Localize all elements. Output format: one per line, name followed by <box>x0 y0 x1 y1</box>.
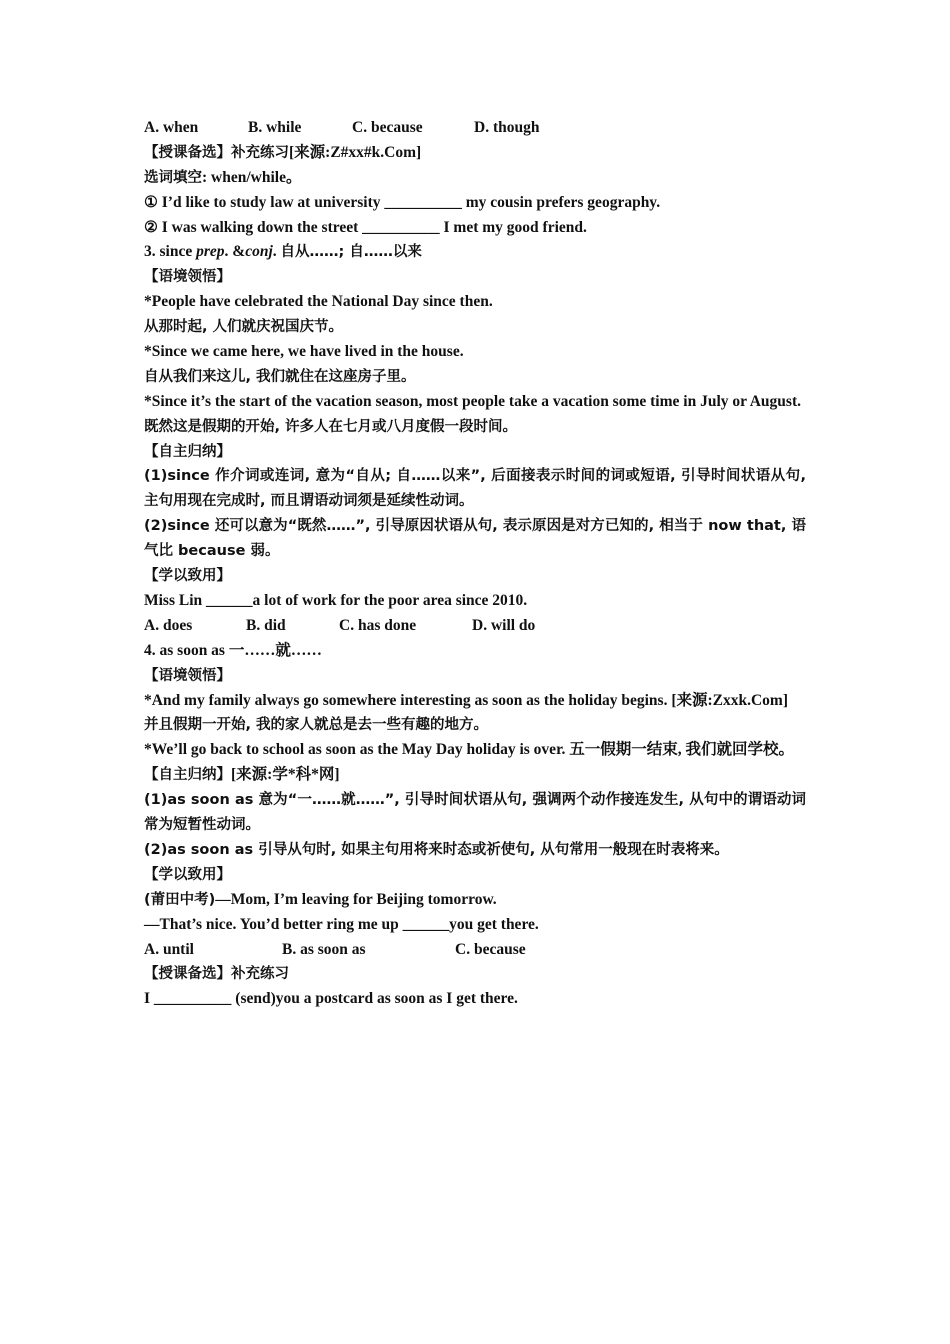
supplement-item: I __________ (send)you a postcard as soon as I get there. <box>144 990 518 1008</box>
supplement-instruction: 选词填空: when/while。 <box>144 168 302 186</box>
example-en: *Since it’s the start of the vacation season, most people take a vacation some time in July or August. <box>144 392 801 410</box>
supplement-header: 【授课备选】补充练习[来源:Z#xx#k.Com] <box>144 143 422 161</box>
summary-point-1: (1)since 作介词或连词, 意为“自从; 自……以来”, 后面接表示时间的词或短语, 引导时间状语从句, 主句用现在完成时, 而且谓语动词须是延续性动词。 <box>144 468 806 510</box>
option-a: A. when <box>144 119 199 136</box>
option-b: B. while <box>248 119 302 136</box>
practice-question: Miss Lin ______a lot of work for the poor area since 2010. <box>144 592 528 609</box>
source-note: [来源:Z#xx#k.Com] <box>289 143 422 161</box>
example-cn: 并且假期一开始, 我的家人就总是去一些有趣的地方。 <box>144 717 489 734</box>
supplement-header: 【授课备选】补充练习 <box>144 966 289 983</box>
example-en: *People have celebrated the National Day since then. <box>144 293 493 311</box>
summary-point-1: (1)as soon as 意为“一……就……”, 引导时间状语从句, 强调两个动作接连发生, 从句中的谓语动词常为短暂性动词。 <box>144 792 806 834</box>
practice-options <box>144 614 806 639</box>
section-4-practice-header: 【学以致用】 <box>144 866 231 883</box>
section-3-practice-header: 【学以致用】 <box>144 568 231 585</box>
example-en: *Since we came here, we have lived in the house. <box>144 343 464 361</box>
option-c: C. because <box>352 119 423 136</box>
practice-options <box>144 938 806 963</box>
section-4-context-header: 【语境领悟】 <box>144 667 231 684</box>
section-4-summary-header: 【自主归纳】[来源:学*科*网] <box>144 766 340 784</box>
example-cn: 既然这是假期的开始, 许多人在七月或八月度假一段时间。 <box>144 418 518 435</box>
example-mixed: *We’ll go back to school as soon as the May Day holiday is over. 五一假期一结束, 我们就回学校。 <box>144 741 795 759</box>
practice-question-line-1: (莆田中考)—Mom, I’m leaving for Beijing tomorrow. <box>144 890 497 908</box>
option-a: A. until <box>144 940 194 958</box>
example-cn: 自从我们来这儿, 我们就住在这座房子里。 <box>144 368 416 385</box>
option-b: B. as soon as <box>282 940 366 958</box>
option-b: B. did <box>246 616 286 634</box>
example-cn: 从那时起, 人们就庆祝国庆节。 <box>144 319 344 336</box>
supplement-item-2: ② I was walking down the street __________ I met my good friend. <box>144 218 587 236</box>
option-c: C. because <box>455 940 526 958</box>
option-d: D. will do <box>472 616 536 634</box>
section-4-title: 4. as soon as 一……就…… <box>144 641 322 659</box>
source-note: [来源:学*科*网] <box>231 766 340 784</box>
option-d: D. though <box>474 119 540 136</box>
summary-point-2: (2)as soon as 引导从句时, 如果主句用将来时态或祈使句, 从句常用一般现在时表将来。 <box>144 841 729 858</box>
supplement-item-1: ① I’d like to study law at university __________ my cousin prefers geography. <box>144 193 661 211</box>
section-3-context-header: 【语境领悟】 <box>144 269 231 286</box>
document-page <box>144 116 806 1012</box>
summary-point-2: (2)since 还可以意为“既然……”, 引导原因状语从句, 表示原因是对方已知的, 相当于 now that, 语气比 because 弱。 <box>144 518 806 560</box>
section-3-title: 3. since prep. &conj. 自从……; 自……以来 <box>144 243 422 261</box>
example-en: *And my family always go somewhere interesting as soon as the holiday begins. [来源:Zxxk.Com] <box>144 691 788 709</box>
section-3-summary-header: 【自主归纳】 <box>144 443 231 460</box>
option-c: C. has done <box>339 616 417 634</box>
practice-question-line-2: —That’s nice. You’d better ring me up ______you get there. <box>144 915 539 933</box>
option-a: A. does <box>144 616 193 634</box>
previous-question-options <box>144 116 806 141</box>
